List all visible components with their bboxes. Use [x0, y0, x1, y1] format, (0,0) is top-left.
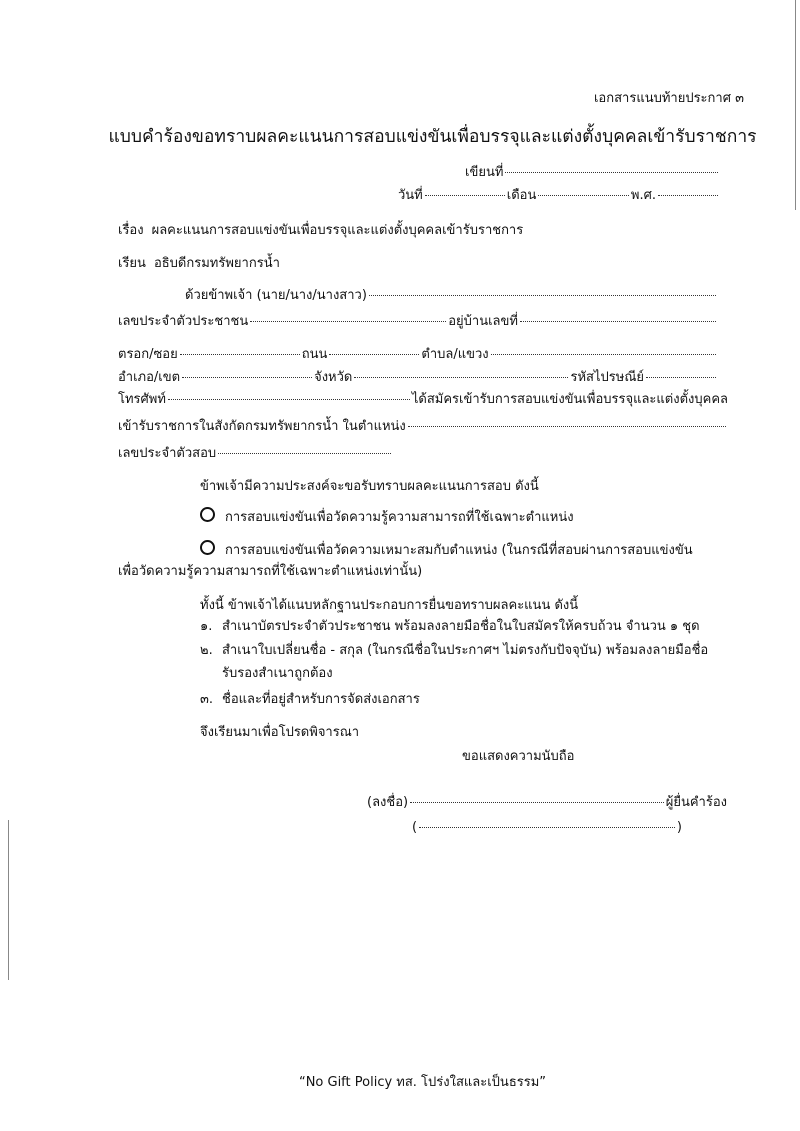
- written-at-input[interactable]: [505, 172, 718, 173]
- year-label: พ.ศ.: [630, 188, 656, 203]
- month-input[interactable]: [538, 195, 629, 196]
- option-2-continued: [118, 563, 422, 581]
- item-number: ๒.: [200, 643, 213, 658]
- name-input[interactable]: [369, 295, 716, 296]
- option-1[interactable]: [200, 506, 574, 527]
- alley-input[interactable]: [180, 354, 300, 355]
- written-at-label: เขียนที่: [465, 165, 504, 180]
- signature-field[interactable]: [367, 794, 727, 812]
- id-address-field[interactable]: [118, 313, 718, 331]
- phone-label: โทรศัพท์: [118, 392, 166, 407]
- option-2[interactable]: [200, 539, 693, 560]
- item-text: ชื่อและที่อยู่สำหรับการจัดส่งเอกสาร: [222, 692, 420, 707]
- regards-line: [462, 748, 574, 766]
- district-field[interactable]: [118, 369, 718, 387]
- consider-line: [200, 724, 359, 742]
- province-label: จังหวัด: [314, 370, 353, 385]
- footer: [0, 1074, 800, 1092]
- written-at-field[interactable]: [465, 164, 720, 182]
- year-input[interactable]: [658, 195, 718, 196]
- postcode-input[interactable]: [646, 377, 716, 378]
- attachments-intro: [200, 597, 578, 615]
- option-1-label: การสอบแข่งขันเพื่อวัดความรู้ความสามารถที่ใช้เฉพาะตำแหน่ง: [225, 510, 574, 525]
- subdistrict-input[interactable]: [491, 354, 716, 355]
- to-text: อธิบดีกรมทรัพยากรน้ำ: [153, 256, 280, 271]
- item-text: สำเนาบัตรประจำตัวประชาชน พร้อมลงลายมือชื่อในใบสมัครให้ครบถ้วน จำนวน ๑ ชุด: [222, 619, 700, 634]
- item-number: ๑.: [200, 619, 213, 634]
- title-text: แบบคำร้องขอทราบผลคะแนนการสอบแข่งขันเพื่อบรรจุและแต่งตั้งบุคคลเข้ารับราชการ: [108, 127, 757, 147]
- day-label: วันที่: [398, 188, 423, 203]
- scan-edge-right: [795, 0, 796, 210]
- option-2-cont-text: เพื่อวัดความรู้ความสามารถที่ใช้เฉพาะตำแหน่งเท่านั้น): [118, 564, 423, 579]
- attachment-text: เอกสารแนบท้ายประกาศ ๓: [593, 91, 744, 106]
- postcode-label: รหัสไปรษณีย์: [570, 370, 644, 385]
- road-label: ถนน: [301, 347, 328, 362]
- attachment-item-2-cont: [222, 665, 333, 683]
- phone-field[interactable]: [118, 391, 728, 409]
- footer-text: “No Gift Policy ทส. โปร่งใสและเป็นธรรม”: [298, 1075, 547, 1090]
- exam-id-label: เลขประจำตัวสอบ: [118, 446, 217, 461]
- attachment-item-2: [200, 642, 708, 660]
- attachment-label: [594, 90, 744, 108]
- option-2-label: การสอบแข่งขันเพื่อวัดความเหมาะสมกับตำแหน่ง (ในกรณีที่สอบผ่านการสอบแข่งขัน: [225, 543, 693, 558]
- date-field[interactable]: [398, 187, 720, 205]
- road-input[interactable]: [329, 354, 419, 355]
- position-label: เข้ารับราชการในสังกัดกรมทรัพยากรน้ำ ในตำแหน่ง: [118, 419, 406, 434]
- applied-text: ได้สมัครเข้ารับการสอบแข่งขันเพื่อบรรจุและแต่งตั้งบุคคล: [411, 392, 728, 407]
- house-no-label: อยู่บ้านเลขที่: [448, 314, 518, 329]
- subject-text: ผลคะแนนการสอบแข่งขันเพื่อบรรจุและแต่งตั้งบุคคลเข้ารับราชการ: [151, 223, 524, 238]
- house-no-input[interactable]: [520, 321, 716, 322]
- attachment-item-1: [200, 618, 700, 636]
- radio-circle-icon[interactable]: [200, 507, 215, 522]
- name-field[interactable]: [185, 287, 718, 305]
- close-paren: ): [676, 820, 682, 835]
- printed-name-field[interactable]: [412, 819, 682, 837]
- day-input[interactable]: [425, 195, 505, 196]
- sign-label: (ลงชื่อ): [367, 795, 409, 810]
- subject-label: เรื่อง: [118, 223, 144, 238]
- month-label: เดือน: [506, 188, 537, 203]
- province-input[interactable]: [354, 377, 568, 378]
- radio-circle-icon[interactable]: [200, 540, 215, 555]
- scan-edge-left: [8, 820, 9, 980]
- to-line: [118, 255, 280, 273]
- subdistrict-label: ตำบล/แขวง: [421, 347, 489, 362]
- attachments-intro-text: ทั้งนี้ ข้าพเจ้าได้แนบหลักฐานประกอบการยื่นขอทราบผลคะแนน ดังนี้: [200, 598, 579, 613]
- applicant-label: ผู้ยื่นคำร้อง: [665, 795, 727, 810]
- item-number: ๓.: [200, 692, 214, 707]
- item-text-cont: รับรองสำเนาถูกต้อง: [222, 666, 333, 681]
- request-intro-text: ข้าพเจ้ามีความประสงค์จะขอรับทราบผลคะแนนการสอบ ดังนี้: [200, 479, 539, 494]
- request-intro: [200, 478, 539, 496]
- signature-input[interactable]: [410, 802, 664, 803]
- attachment-item-3: [200, 691, 420, 709]
- to-label: เรียน: [118, 256, 146, 271]
- alley-label: ตรอก/ซอย: [118, 347, 178, 362]
- id-card-input[interactable]: [250, 321, 446, 322]
- district-label: อำเภอ/เขต: [118, 370, 181, 385]
- position-field[interactable]: [118, 418, 728, 436]
- consider-text: จึงเรียนมาเพื่อโปรดพิจารณา: [200, 725, 360, 740]
- phone-input[interactable]: [168, 399, 410, 400]
- open-paren: (: [412, 820, 418, 835]
- district-input[interactable]: [182, 377, 312, 378]
- name-label: ด้วยข้าพเจ้า (นาย/นาง/นางสาว): [185, 288, 367, 303]
- exam-id-input[interactable]: [218, 453, 391, 454]
- page-title: [108, 127, 757, 147]
- regards-text: ขอแสดงความนับถือ: [462, 749, 575, 764]
- position-input[interactable]: [408, 426, 726, 427]
- printed-name-input[interactable]: [419, 827, 675, 828]
- subject-line: [118, 222, 523, 240]
- exam-id-field[interactable]: [118, 445, 393, 463]
- alley-road-field[interactable]: [118, 346, 718, 364]
- id-card-label: เลขประจำตัวประชาชน: [118, 314, 249, 329]
- item-text: สำเนาใบเปลี่ยนชื่อ - สกุล (ในกรณีชื่อในประกาศฯ ไม่ตรงกับปัจจุบัน) พร้อมลงลายมือชื่อ: [222, 643, 709, 658]
